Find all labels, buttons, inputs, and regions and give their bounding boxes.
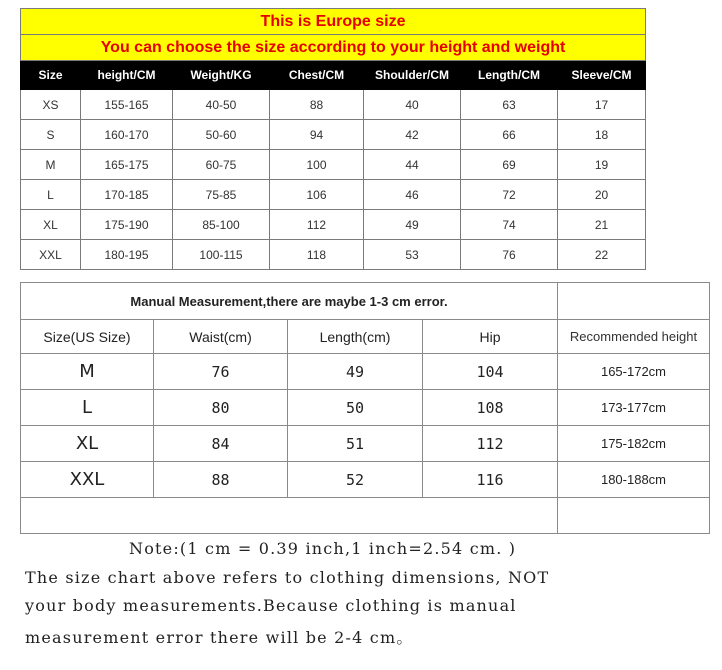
header-waist: Waist(cm) bbox=[154, 320, 288, 354]
cell-weight: 40-50 bbox=[173, 90, 270, 120]
banner-subtitle: You can choose the size according to your height and weight bbox=[21, 35, 646, 61]
table-row bbox=[21, 240, 646, 270]
empty-cell bbox=[21, 498, 558, 534]
empty-row bbox=[21, 498, 558, 534]
banner-title: This is Europe size bbox=[21, 9, 646, 35]
cell-length: 52 bbox=[288, 462, 423, 498]
header-sleeve: Sleeve/CM bbox=[558, 61, 646, 90]
cell-sleeve: 19 bbox=[558, 150, 646, 180]
cell-shoulder: 46 bbox=[364, 180, 461, 210]
table-row bbox=[21, 180, 646, 210]
header-shoulder: Shoulder/CM bbox=[364, 61, 461, 90]
header-weight: Weight/KG bbox=[173, 61, 270, 90]
header-size: Size bbox=[21, 61, 81, 90]
header-height: height/CM bbox=[81, 61, 173, 90]
cell-length: 76 bbox=[461, 240, 558, 270]
cell-height: 155-165 bbox=[81, 90, 173, 120]
cell-length: 50 bbox=[288, 390, 423, 426]
header-hip: Hip bbox=[423, 320, 558, 354]
cell-recommended-height: 173-177cm bbox=[558, 390, 710, 426]
cell-waist: 76 bbox=[154, 354, 288, 390]
cell-size: M bbox=[21, 354, 154, 390]
cell-sleeve: 18 bbox=[558, 120, 646, 150]
disclaimer-line-1: The size chart above refers to clothing dimensions, NOT bbox=[25, 568, 550, 587]
cell-chest: 100 bbox=[270, 150, 364, 180]
cell-height: 175-190 bbox=[81, 210, 173, 240]
cell-height: 180-195 bbox=[81, 240, 173, 270]
cell-size: XXL bbox=[21, 240, 81, 270]
cell-size: XXL bbox=[21, 462, 154, 498]
cell-sleeve: 20 bbox=[558, 180, 646, 210]
manual-title: Manual Measurement,there are maybe 1-3 cm error. bbox=[21, 283, 558, 320]
cell-weight: 85-100 bbox=[173, 210, 270, 240]
table-row bbox=[21, 426, 558, 462]
cell-size: XL bbox=[21, 210, 81, 240]
cell-shoulder: 53 bbox=[364, 240, 461, 270]
cell-sleeve: 21 bbox=[558, 210, 646, 240]
cell-size: S bbox=[21, 120, 81, 150]
cell-waist: 84 bbox=[154, 426, 288, 462]
cell-height: 170-185 bbox=[81, 180, 173, 210]
cell-length: 51 bbox=[288, 426, 423, 462]
cell-size: L bbox=[21, 390, 154, 426]
cell-sleeve: 17 bbox=[558, 90, 646, 120]
table-row bbox=[21, 150, 646, 180]
table-row bbox=[21, 210, 646, 240]
cell-shoulder: 44 bbox=[364, 150, 461, 180]
cell-chest: 112 bbox=[270, 210, 364, 240]
cell-weight: 75-85 bbox=[173, 180, 270, 210]
disclaimer-line-2: your body measurements.Because clothing is manual bbox=[25, 596, 517, 615]
empty-cell bbox=[558, 498, 710, 534]
cell-shoulder: 40 bbox=[364, 90, 461, 120]
cell-waist: 88 bbox=[154, 462, 288, 498]
cell-hip: 116 bbox=[423, 462, 558, 498]
cell-hip: 104 bbox=[423, 354, 558, 390]
cell-length: 49 bbox=[288, 354, 423, 390]
disclaimer-line-3: measurement error there will be 2-4 cm。 bbox=[25, 628, 414, 647]
cell-height: 160-170 bbox=[81, 120, 173, 150]
cell-hip: 112 bbox=[423, 426, 558, 462]
header-length: Length(cm) bbox=[288, 320, 423, 354]
header-recommended-height: Recommended height bbox=[558, 320, 710, 354]
table-row bbox=[21, 354, 558, 390]
manual-header-row bbox=[21, 320, 558, 354]
cell-weight: 60-75 bbox=[173, 150, 270, 180]
cell-hip: 108 bbox=[423, 390, 558, 426]
cell-length: 66 bbox=[461, 120, 558, 150]
cell-sleeve: 22 bbox=[558, 240, 646, 270]
cell-waist: 80 bbox=[154, 390, 288, 426]
empty-cell bbox=[558, 283, 710, 320]
cell-height: 165-175 bbox=[81, 150, 173, 180]
cell-length: 69 bbox=[461, 150, 558, 180]
header-length: Length/CM bbox=[461, 61, 558, 90]
header-us-size: Size(US Size) bbox=[21, 320, 154, 354]
cell-size: L bbox=[21, 180, 81, 210]
cell-chest: 106 bbox=[270, 180, 364, 210]
manual-measurement-table bbox=[20, 282, 558, 534]
cell-chest: 118 bbox=[270, 240, 364, 270]
cell-recommended-height: 175-182cm bbox=[558, 426, 710, 462]
header-chest: Chest/CM bbox=[270, 61, 364, 90]
unit-conversion-note: Note:(1 cm = 0.39 inch,1 inch=2.54 cm. ) bbox=[129, 539, 517, 558]
cell-weight: 100-115 bbox=[173, 240, 270, 270]
cell-chest: 94 bbox=[270, 120, 364, 150]
cell-size: XS bbox=[21, 90, 81, 120]
cell-length: 72 bbox=[461, 180, 558, 210]
cell-size: M bbox=[21, 150, 81, 180]
cell-chest: 88 bbox=[270, 90, 364, 120]
europe-header-row bbox=[21, 61, 646, 90]
cell-length: 63 bbox=[461, 90, 558, 120]
table-row bbox=[21, 390, 558, 426]
cell-shoulder: 49 bbox=[364, 210, 461, 240]
cell-shoulder: 42 bbox=[364, 120, 461, 150]
table-row bbox=[21, 90, 646, 120]
cell-size: XL bbox=[21, 426, 154, 462]
europe-size-table bbox=[20, 8, 646, 270]
table-row bbox=[21, 120, 646, 150]
cell-weight: 50-60 bbox=[173, 120, 270, 150]
cell-length: 74 bbox=[461, 210, 558, 240]
recommended-height-table bbox=[557, 282, 710, 534]
cell-recommended-height: 180-188cm bbox=[558, 462, 710, 498]
table-row bbox=[21, 462, 558, 498]
cell-recommended-height: 165-172cm bbox=[558, 354, 710, 390]
